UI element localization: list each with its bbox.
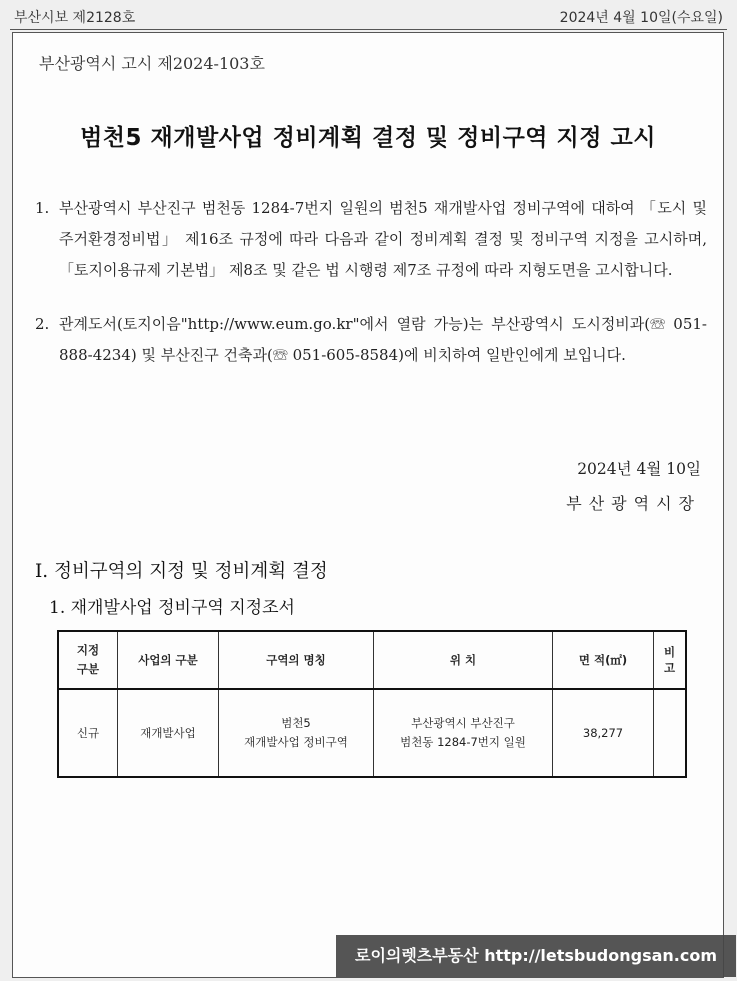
watermark-banner: 로이의렛츠부동산 http://letsbudongsan.com: [336, 935, 736, 977]
notice-paragraph-2: [35, 309, 707, 371]
cell-remarks: [654, 689, 687, 777]
notice-issuer: 부산광역시장: [566, 494, 701, 513]
notice-number: 부산광역시 고시 제2024-103호: [39, 54, 265, 73]
header-divider: [10, 29, 727, 30]
paragraph-text: 관계도서(토지이음"http://www.eum.go.kr"에서 열람 가능)는 부산광역시 도시정비과(☏ 051-888-4234) 및 부산진구 건축과(☏ 051-605-8584)에 비치하여 일반인에게 보입니다.: [59, 315, 707, 364]
cell-designation: 신규: [58, 689, 118, 777]
header-project-type: 사업의 구분: [118, 631, 219, 689]
section-heading: I. 정비구역의 지정 및 정비계획 결정: [35, 561, 328, 582]
table-row: [58, 689, 686, 777]
notice-page: [12, 32, 724, 978]
notice-paragraph-1: [35, 193, 707, 286]
table-header-row: [58, 631, 686, 689]
gazette-header: [0, 0, 737, 30]
paragraph-number: 2.: [35, 315, 50, 333]
paragraph-text: 부산광역시 부산진구 범천동 1284-7번지 일원의 범천5 재개발사업 정비구역에 대하여 「도시 및 주거환경정비법」 제16조 규정에 따라 다음과 같이 정비계획 결정 및 정비구역 지정을 고시하며, 「토지이용규제 기본법」 제8조 및 같은 법 시행령 제7조 규정에 따라 지형도면을 고시합니다.: [59, 199, 707, 279]
paragraph-number: 1.: [35, 199, 50, 217]
cell-location: 부산광역시 부산진구 범천동 1284-7번지 일원: [374, 689, 553, 777]
cell-zone-name: 범천5 재개발사업 정비구역: [219, 689, 374, 777]
header-remarks: 비 고: [654, 631, 687, 689]
header-location: 위 치: [374, 631, 553, 689]
notice-title: 범천5 재개발사업 정비계획 결정 및 정비구역 지정 고시: [80, 125, 656, 151]
section-subheading: 1. 재개발사업 정비구역 지정조서: [49, 598, 295, 618]
gazette-issue: 부산시보 제2128호: [14, 10, 136, 26]
gazette-date: 2024년 4월 10일(수요일): [559, 10, 723, 26]
header-designation: 지정 구분: [58, 631, 118, 689]
notice-date: 2024년 4월 10일: [577, 460, 701, 478]
header-area: 면 적(㎡): [553, 631, 654, 689]
cell-area: 38,277: [553, 689, 654, 777]
zone-designation-table: [57, 630, 687, 778]
cell-project-type: 재개발사업: [118, 689, 219, 777]
header-zone-name: 구역의 명칭: [219, 631, 374, 689]
